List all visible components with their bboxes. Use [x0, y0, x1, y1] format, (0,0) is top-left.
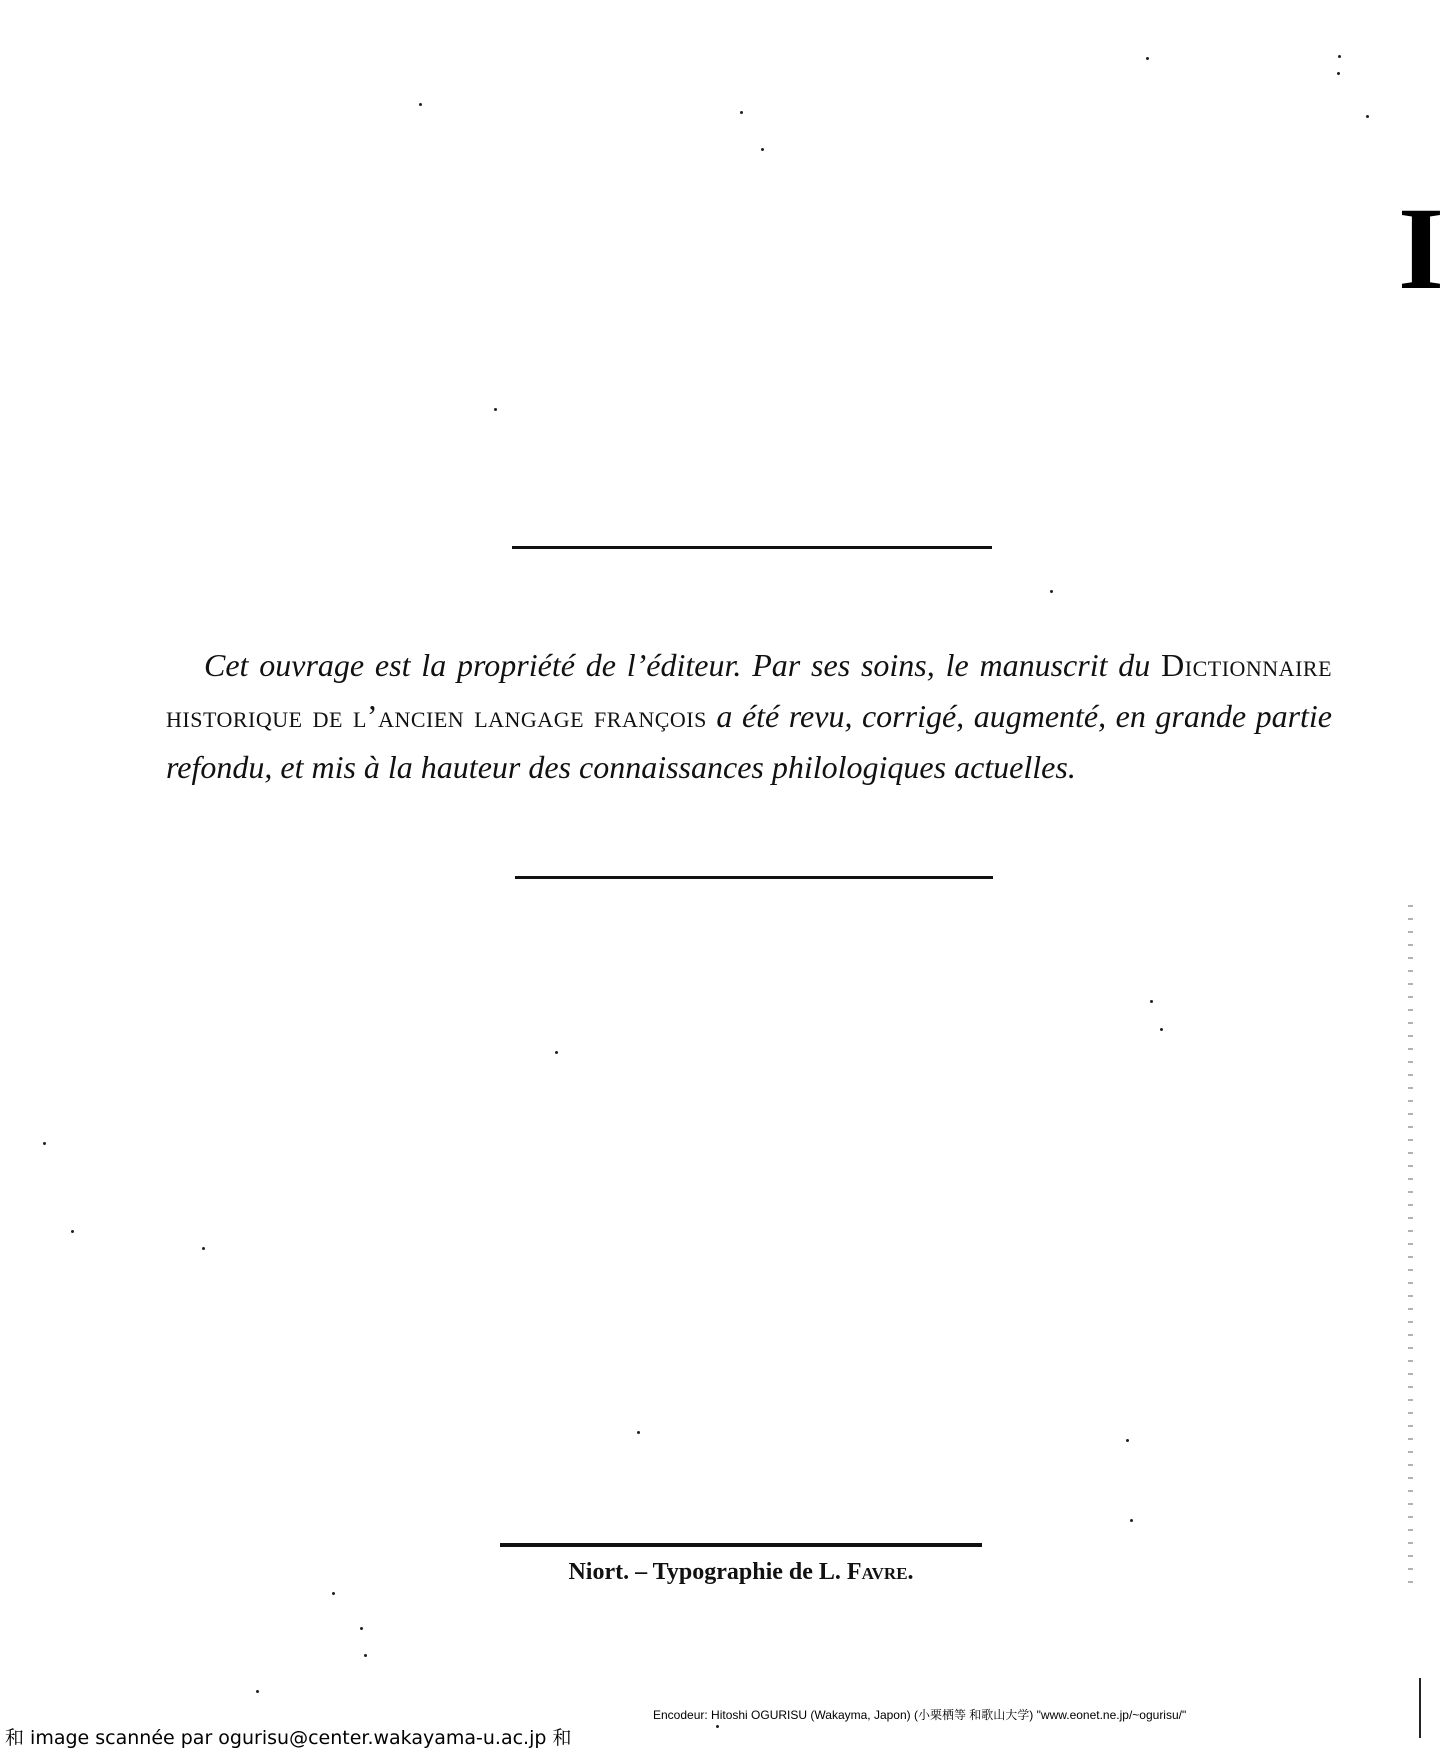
scan-speck [1150, 1000, 1153, 1003]
corner-mark: I [1398, 183, 1444, 314]
scan-speck [364, 1654, 367, 1657]
scan-speck [1130, 1519, 1133, 1522]
scan-note: 和 image scannée par ogurisu@center.wakayama-u.ac.jp 和 [5, 1727, 572, 1749]
printer-imprint [500, 1556, 982, 1588]
scan-speck [761, 148, 764, 151]
scan-speck [494, 408, 497, 411]
scan-speck [360, 1627, 363, 1630]
dictionary-title: Dictionnaire historique de l’ancien langage françois [166, 647, 1333, 734]
scan-speck [1160, 1028, 1163, 1031]
printer-prefix: Niort. – Typographie de L. [568, 1559, 841, 1585]
scan-speck [1126, 1439, 1129, 1442]
ownership-notice [166, 640, 1332, 793]
scan-speck [555, 1051, 558, 1054]
notice-part-2: a été revu, corrigé, augmenté, en grande partie refondu, et mis à la hauteur des connaissances philologiques actuelles. [166, 698, 1332, 785]
scan-speck [716, 1725, 719, 1728]
middle-rule [515, 876, 993, 879]
printer-name: Favre. [846, 1559, 914, 1585]
scan-speck [43, 1142, 46, 1145]
scan-speck [202, 1247, 205, 1250]
scan-speck [332, 1592, 335, 1595]
printer-rule [500, 1543, 982, 1547]
scan-speck [71, 1230, 74, 1233]
scan-speck [419, 103, 422, 106]
scan-speck [1366, 115, 1369, 118]
scan-speck [1337, 72, 1340, 75]
scan-edge-noise [1408, 905, 1413, 1585]
scan-speck [1146, 57, 1149, 60]
notice-part-1: Cet ouvrage est la propriété de l’éditeur. Par ses soins, le manuscrit du [204, 647, 1151, 683]
scan-speck [740, 111, 743, 114]
scan-speck [1050, 590, 1053, 593]
scan-speck [1338, 55, 1341, 58]
scan-speck [637, 1431, 640, 1434]
encoder-credit: Encodeur: Hitoshi OGURISU (Wakayma, Japon) (小栗栖等 和歌山大学) "www.eonet.ne.jp/~ogurisu/" [653, 1708, 1187, 1722]
scan-speck [256, 1690, 259, 1693]
top-rule [512, 546, 992, 549]
scan-edge-line [1419, 1678, 1421, 1738]
